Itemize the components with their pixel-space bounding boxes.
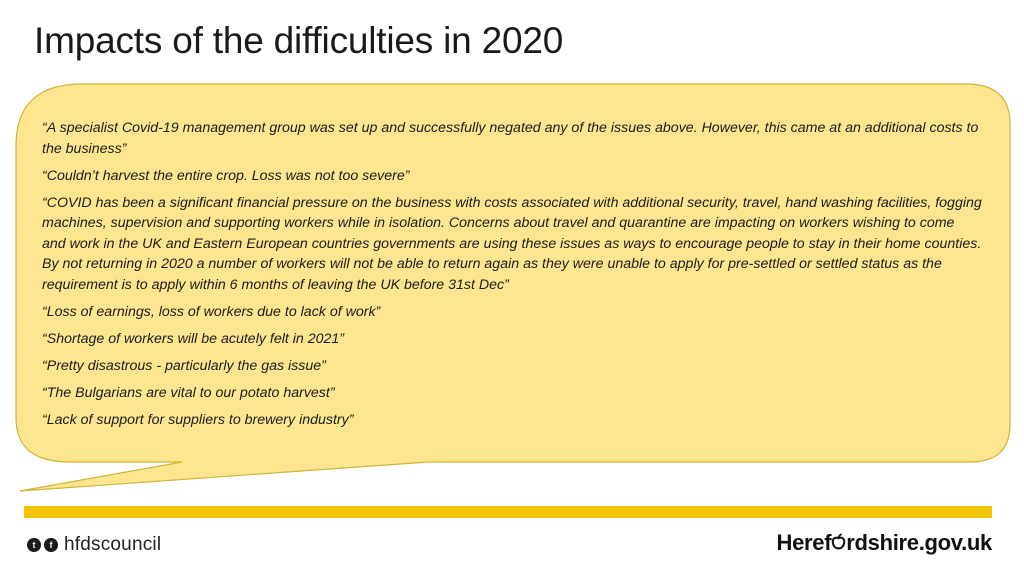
quote-item: “Loss of earnings, loss of workers due to lack of work” bbox=[42, 303, 381, 320]
social-handle[interactable]: hfdscouncil bbox=[64, 534, 162, 555]
quote-item: “A specialist Covid-19 management group was set up and successfully negated any of the issues above. However, this came at an additional costs to the business” bbox=[42, 120, 979, 157]
apple-icon bbox=[831, 533, 846, 550]
footer-accent-bar bbox=[24, 506, 992, 518]
quote-list bbox=[42, 118, 982, 437]
brand-text-start: Heref bbox=[776, 530, 832, 555]
quote-item: “The Bulgarians are vital to our potato harvest” bbox=[42, 384, 335, 401]
page-title: Impacts of the difficulties in 2020 bbox=[34, 20, 564, 61]
quote-item: “Shortage of workers will be acutely felt in 2021” bbox=[42, 330, 345, 347]
quote-item: “Pretty disastrous - particularly the gas issue” bbox=[42, 357, 326, 374]
twitter-icon[interactable]: t bbox=[27, 538, 41, 552]
brand-text-end: rdshire.gov.uk bbox=[846, 530, 992, 555]
social-handle-group[interactable] bbox=[27, 533, 161, 557]
quote-item: “Lack of support for suppliers to brewery industry” bbox=[42, 411, 354, 428]
quote-item: “COVID has been a significant financial pressure on the business with costs associated with additional security, travel, hand washing facilities, fogging machines, supervision and supporting workers while in isolation. Concerns about travel and quarantine are impacting on workers wishing to come and work in the UK and Eastern European countries governments are using these issues as ways to encourage people to stay in their home counties. By not returning in 2020 a number of workers will not be able to return again as they were unable to apply for pre-settled or settled status as the requirement is to apply within 6 months of leaving the UK before 31st Dec” bbox=[42, 194, 982, 293]
herefordshire-logo[interactable] bbox=[776, 530, 992, 556]
facebook-icon[interactable]: f bbox=[44, 538, 58, 552]
quote-item: “Couldn’t harvest the entire crop. Loss was not too severe” bbox=[42, 167, 410, 184]
